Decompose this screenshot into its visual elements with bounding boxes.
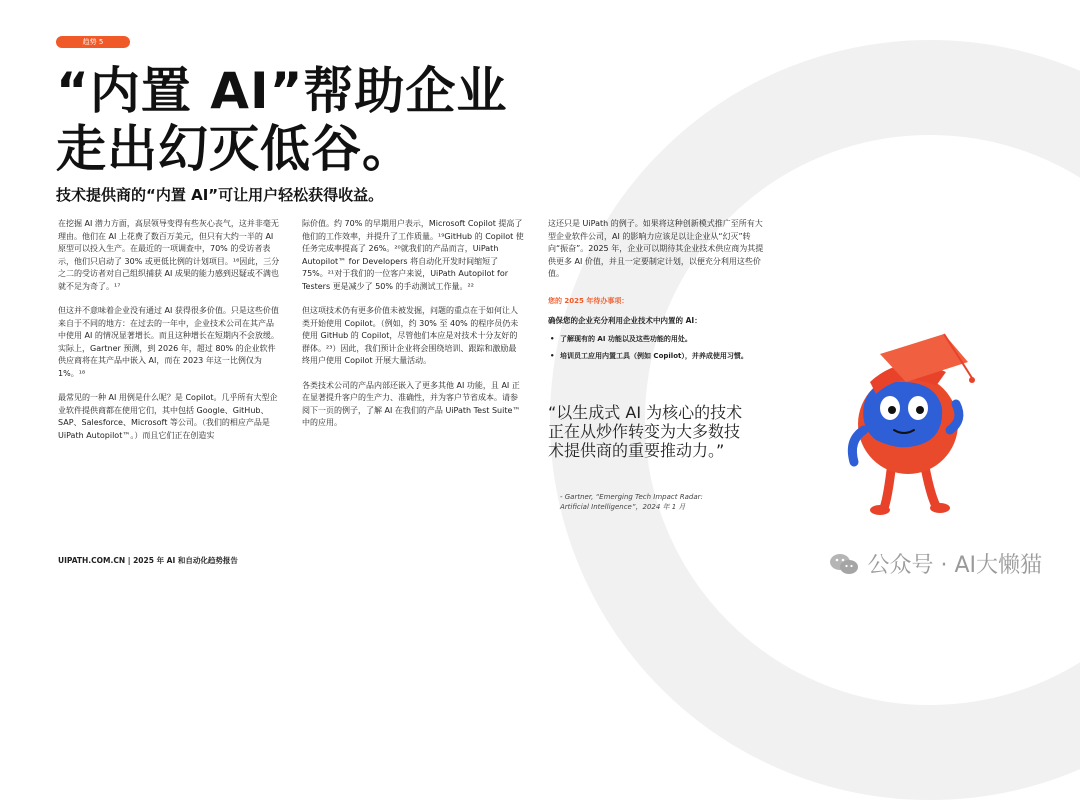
paragraph: 各类技术公司的产品内部还嵌入了更多其他 AI 功能，且 AI 正在显著提升客户的生产力、准确性，并为客户节省成本。请参阅下一页的例子，了解 AI 在我们的产品 UiPath Test Suite™ 中的应用。 (302, 380, 521, 427)
text-column-2 (302, 218, 524, 442)
paragraph: 最常见的一种 AI 用例是什么呢？是 Copilot。几乎所有大型企业软件提供商都在使用它们，其中包括 Google、GitHub、SAP、Salesforce、Microsoft 等公司。（我们的相应产品是 UiPath Autopilot™。）而且它们正在创造实 (58, 393, 278, 440)
text-column-3 (548, 218, 770, 368)
paragraph: 但这项技术仍有更多价值未被发掘，问题的重点在于如何让人类开始使用 Copilot。（例如，约 30% 至 40% 的程序员仍未使用 GitHub 的 Copilot，尽管他们本应是对技术十分友好的群体。²³）因此，我们预计企业将会围绕培训、跟踪和激励最终用户使用 Copilot 开展大量活动。 (302, 306, 519, 365)
todo-heading: 您的 2025 年待办事项： (548, 296, 629, 305)
wechat-icon (829, 552, 859, 576)
paragraph: 际价值。约 70% 的早期用户表示，Microsoft Copilot 提高了他们的工作效率，并提升了工作质量。¹⁹GitHub 的 Copilot 使任务完成率提高了 26%。²⁰就我们的产品而言，UiPath Autopilot™ for Developers 将自动化开发时间缩短了 75%。²¹对于我们的一位客户来说，UiPath Autopilot for Testers 更是减少了 50% 的手动测试工作量。²² (302, 219, 524, 291)
todo-intro: 确保您的企业充分利用企业技术中内置的 AI： (548, 316, 702, 325)
paragraph: 在挖掘 AI 潜力方面，高层领导变得有些灰心丧气，这并非毫无理由。他们在 AI 上花费了数百万美元，但只有大约一半的 AI 原型可以投入生产。在最近的一项调查中，70% 的受访者表示，他们只启动了 30% 或更低比例的计划项目。¹⁶因此，三分之二的受访者对自己组织捕获 AI 成果的能力感到迟疑或不满也就不足为奇了。¹⁷ (58, 219, 280, 291)
page-title (56, 62, 507, 178)
text-column-1 (58, 218, 280, 454)
title-line-1: “内置 AI”帮助企业 (56, 62, 508, 120)
watermark-text: 公众号 · AI大懒猫 (867, 553, 1042, 578)
todo-item: • 了解现有的 AI 功能以及这些功能的用处。 (548, 334, 770, 345)
pull-quote: “以生成式 AI 为核心的技术正在从炒作转变为大多数技术提供商的重要推动力。” (548, 403, 743, 460)
title-line-2: 走出幻灭低谷。 (56, 120, 413, 178)
todo-item: • 培训员工应用内置工具（例如 Copilot），并养成使用习惯。 (548, 351, 770, 362)
paragraph: 但这并不意味着企业没有通过 AI 获得很多价值。只是这些价值来自于不同的地方：在过去的一年中，企业技术公司在其产品中使用 AI 的情况显著增长。而且这种增长在短期内不会放缓。实际上，Gartner 预测，到 2026 年，超过 80% 的企业软件供应商将在其产品中嵌入 AI，而在 2023 年这一比例仅为 1%。¹⁸ (58, 306, 279, 378)
trend-tag: 趋势 5 (56, 36, 130, 48)
todo-list (548, 334, 770, 362)
page-footer: UIPATH.COM.CN | 2025 年 AI 和自动化趋势报告 (58, 556, 238, 565)
watermark (829, 548, 1042, 579)
quote-attribution: - Gartner, “Emerging Tech Impact Radar: Artificial Intelligence”，2024 年 1 月 (560, 493, 703, 511)
mascot-illustration (840, 312, 990, 522)
paragraph: 这还只是 UiPath 的例子。如果将这种创新模式推广至所有大型企业软件公司，AI 的影响力应该足以让企业从“幻灭”转向“振奋”。2025 年，企业可以期待其企业技术供应商为其提供更多 AI 价值，并且一定要制定计划，以便充分利用这些价值。 (548, 219, 764, 278)
page-subtitle: 技术提供商的“内置 AI”可让用户轻松获得收益。 (56, 186, 384, 204)
